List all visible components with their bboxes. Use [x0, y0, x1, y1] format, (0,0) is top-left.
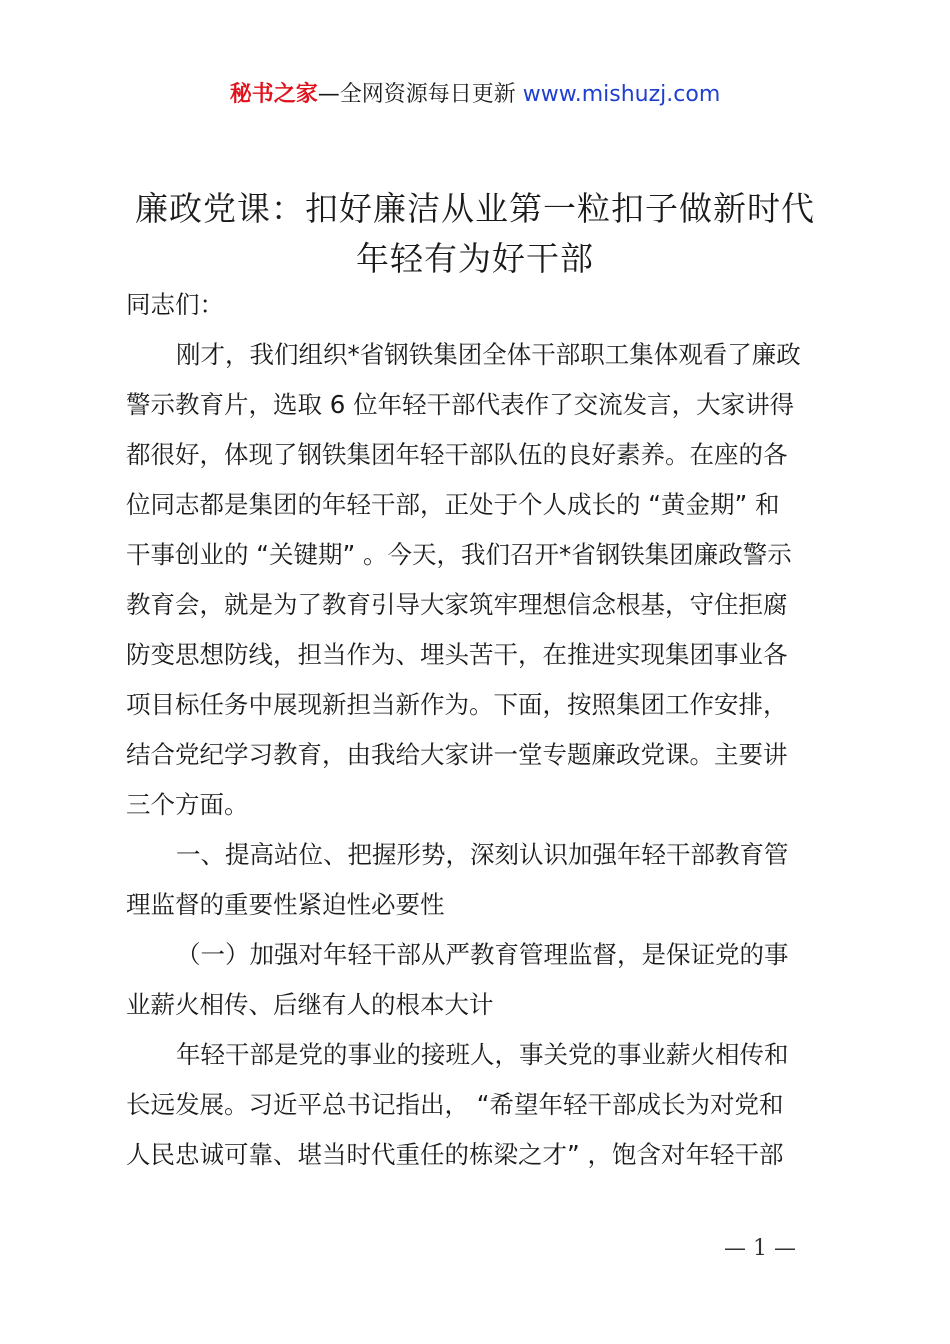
- paragraph-young-cadres: [126, 1030, 838, 1180]
- section-heading-1: [126, 830, 838, 930]
- header-tagline: —全网资源每日更新: [317, 82, 516, 107]
- salutation: 同志们：: [126, 290, 224, 319]
- page-number: — 1 —: [724, 1236, 796, 1261]
- site-header: [0, 78, 950, 112]
- body-line: 干事创业的 “关键期” 。今天，我们召开*省钢铁集团廉政警示: [126, 540, 792, 569]
- body-line: 教育会，就是为了教育引导大家筑牢理想信念根基，守住拒腐: [126, 590, 788, 619]
- body-line: 位同志都是集团的年轻干部，正处于个人成长的 “黄金期” 和: [126, 490, 780, 519]
- site-url-link[interactable]: www.mishuzj.com: [515, 82, 721, 107]
- body-line: 都很好，体现了钢铁集团年轻干部队伍的良好素养。在座的各: [126, 440, 788, 469]
- body-line: 长远发展。习近平总书记指出， “希望年轻干部成长为对党和: [126, 1090, 784, 1119]
- body-line: 结合党纪学习教育，由我给大家讲一堂专题廉政党课。主要讲: [126, 740, 788, 769]
- document-body: [126, 280, 838, 1180]
- heading-line: 一、提高站位、把握形势，深刻认识加强年轻干部教育管: [176, 840, 789, 869]
- body-line: 警示教育片，选取 6 位年轻干部代表作了交流发言，大家讲得: [126, 390, 795, 419]
- subsection-heading-1: [126, 930, 838, 1030]
- body-line: 刚才，我们组织*省钢铁集团全体干部职工集体观看了廉政: [176, 340, 801, 369]
- heading-line: 理监督的重要性紧迫性必要性: [126, 890, 445, 919]
- paragraph-intro: [126, 330, 838, 830]
- title-line-2: 年轻有为好干部: [356, 239, 594, 278]
- body-line: 防变思想防线，担当作为、埋头苦干，在推进实现集团事业各: [126, 640, 788, 669]
- body-line: 项目标任务中展现新担当新作为。下面，按照集团工作安排，: [126, 690, 788, 719]
- heading-line: 业薪火相传、后继有人的根本大计: [126, 990, 494, 1019]
- title-line-1: 廉政党课：扣好廉洁从业第一粒扣子做新时代: [135, 189, 815, 228]
- body-line: 三个方面。: [126, 790, 249, 819]
- document-title: [100, 184, 850, 284]
- body-line: 年轻干部是党的事业的接班人，事关党的事业薪火相传和: [176, 1040, 789, 1069]
- body-line: 人民忠诚可靠、堪当时代重任的栋梁之才” ，饱含对年轻干部: [126, 1140, 784, 1169]
- brand-name: 秘书之家: [229, 82, 318, 107]
- heading-line: （一）加强对年轻干部从严教育管理监督，是保证党的事: [176, 940, 789, 969]
